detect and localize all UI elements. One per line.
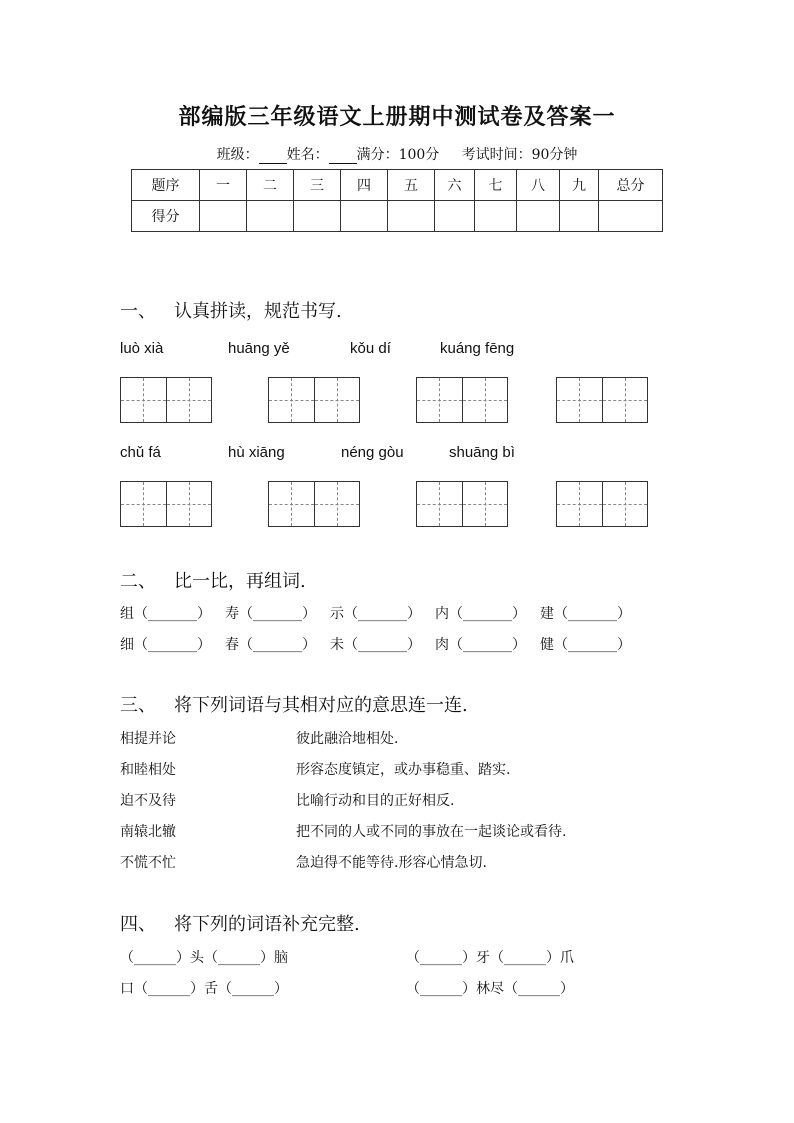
writing-grid[interactable]: [268, 481, 360, 527]
writing-grid[interactable]: [556, 377, 648, 423]
pinyin-item: kuáng fēng: [440, 340, 515, 357]
fill-item[interactable]: （______）牙（______）爪: [406, 950, 574, 966]
section1-title: 认真拼读，规范书写.: [174, 301, 342, 322]
meaning-item[interactable]: 形容态度镇定，或办事稳重、踏实.: [296, 762, 511, 778]
pinyin-item: néng gòu: [341, 444, 404, 461]
pinyin-item: huāng yě: [228, 340, 290, 357]
score-cell[interactable]: [341, 201, 388, 232]
compare-item[interactable]: 建（_______）: [540, 606, 631, 622]
header-cell: 二: [247, 170, 294, 201]
section4-title: 将下列的词语补充完整.: [174, 914, 360, 935]
fill-item[interactable]: 口（______）舌（______）: [120, 981, 288, 997]
meaning-item[interactable]: 急迫得不能等待.形容心情急切.: [296, 855, 487, 871]
section1-heading: [120, 297, 342, 323]
score-cell[interactable]: [247, 201, 294, 232]
header-cell: 三: [294, 170, 341, 201]
idiom-item[interactable]: 迫不及待: [120, 793, 176, 809]
header-cell: 五: [388, 170, 435, 201]
score-cell[interactable]: [560, 201, 599, 232]
compare-item[interactable]: 组（_______）: [120, 606, 211, 622]
section2-heading: [120, 567, 306, 593]
idiom-item[interactable]: 不慌不忙: [120, 855, 176, 871]
header-cell: 七: [475, 170, 517, 201]
section2-title: 比一比，再组词.: [174, 571, 306, 592]
idiom-list: [120, 729, 176, 884]
fill-item[interactable]: （______）头（______）脑: [120, 950, 288, 966]
compare-item[interactable]: 春（_______）: [225, 637, 316, 653]
header-cell: 六: [435, 170, 475, 201]
writing-grid[interactable]: [120, 481, 212, 527]
writing-grid[interactable]: [120, 377, 212, 423]
compare-item[interactable]: 肉（_______）: [435, 637, 526, 653]
pinyin-row-2: [120, 444, 680, 464]
section1-number: 一、: [120, 301, 156, 322]
header-cell: 八: [517, 170, 560, 201]
pinyin-row-1: [120, 340, 680, 360]
idiom-item[interactable]: 和睦相处: [120, 762, 176, 778]
score-table-score-row: [132, 201, 663, 232]
name-blank[interactable]: [329, 149, 357, 164]
compare-item[interactable]: 未（_______）: [330, 637, 421, 653]
name-label: 姓名：: [286, 147, 329, 163]
compare-row-1: [120, 603, 645, 623]
compare-row-2: [120, 634, 645, 654]
header-cell: 四: [341, 170, 388, 201]
score-table: [131, 169, 663, 232]
exam-info-line: [0, 144, 794, 164]
exam-time: 考试时间：90分钟: [461, 147, 578, 163]
section4-number: 四、: [120, 914, 156, 935]
writing-grid[interactable]: [268, 377, 360, 423]
compare-item[interactable]: 寿（_______）: [225, 606, 316, 622]
pinyin-item: shuāng bì: [449, 444, 515, 461]
score-row-label: 得分: [132, 201, 200, 232]
section4-heading: [120, 910, 360, 936]
fill-item[interactable]: （______）林尽（______）: [406, 981, 574, 997]
page-title: 部编版三年级语文上册期中测试卷及答案一: [178, 104, 616, 130]
full-score: 满分：100分: [356, 147, 440, 163]
class-label: 班级：: [216, 147, 259, 163]
header-cell: 九: [560, 170, 599, 201]
header-cell: 一: [200, 170, 247, 201]
score-table-header-row: [132, 170, 663, 201]
writing-grid[interactable]: [556, 481, 648, 527]
meaning-list: [296, 729, 566, 884]
score-cell[interactable]: [475, 201, 517, 232]
pinyin-item: kǒu dí: [350, 340, 391, 357]
compare-item[interactable]: 示（_______）: [330, 606, 421, 622]
compare-item[interactable]: 内（_______）: [435, 606, 526, 622]
writing-grid[interactable]: [416, 481, 508, 527]
section3-title: 将下列词语与其相对应的意思连一连.: [174, 695, 468, 716]
header-cell: 题序: [132, 170, 200, 201]
meaning-item[interactable]: 把不同的人或不同的事放在一起谈论或看待.: [296, 824, 567, 840]
meaning-item[interactable]: 彼此融洽地相处.: [296, 731, 399, 747]
header-cell: 总分: [599, 170, 663, 201]
score-cell[interactable]: [599, 201, 663, 232]
compare-item[interactable]: 健（_______）: [540, 637, 631, 653]
pinyin-item: luò xià: [120, 340, 164, 357]
writing-grid[interactable]: [416, 377, 508, 423]
score-cell[interactable]: [388, 201, 435, 232]
pinyin-item: chǔ fá: [120, 444, 161, 461]
meaning-item[interactable]: 比喻行动和目的正好相反.: [296, 793, 455, 809]
compare-item[interactable]: 细（_______）: [120, 637, 211, 653]
class-blank[interactable]: [259, 149, 287, 164]
section3-number: 三、: [120, 695, 156, 716]
idiom-item[interactable]: 南辕北辙: [120, 824, 176, 840]
section2-number: 二、: [120, 571, 156, 592]
section3-heading: [120, 691, 468, 717]
score-cell[interactable]: [517, 201, 560, 232]
pinyin-item: hù xiāng: [228, 444, 285, 461]
score-cell[interactable]: [200, 201, 247, 232]
score-cell[interactable]: [294, 201, 341, 232]
score-cell[interactable]: [435, 201, 475, 232]
idiom-item[interactable]: 相提并论: [120, 731, 176, 747]
